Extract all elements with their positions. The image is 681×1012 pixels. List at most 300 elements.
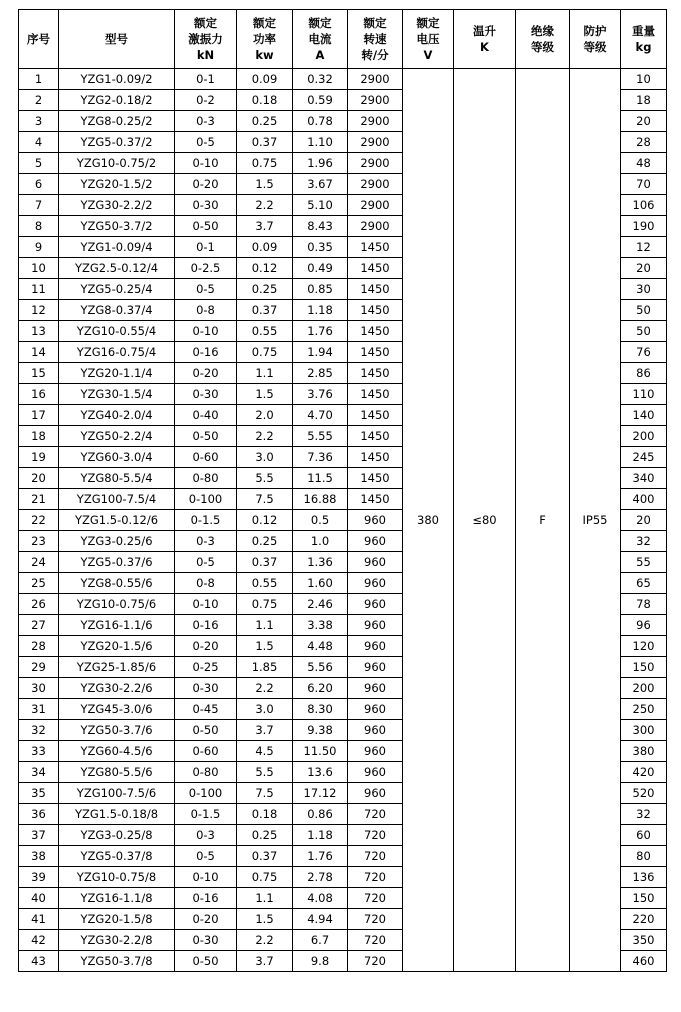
cell-speed: 720 [348, 951, 403, 972]
cell-weight: 55 [621, 552, 667, 573]
cell-current: 1.96 [293, 153, 348, 174]
header-force-line: 激振力 [188, 32, 223, 46]
cell-power: 7.5 [237, 783, 293, 804]
header-voltage [403, 10, 454, 69]
cell-power: 0.75 [237, 342, 293, 363]
cell-model: YZG3-0.25/6 [59, 531, 175, 552]
cell-weight: 140 [621, 405, 667, 426]
header-speed-line: 转速 [363, 32, 387, 46]
cell-model: YZG10-0.75/6 [59, 594, 175, 615]
header-power [237, 10, 293, 69]
cell-force: 0-1.5 [175, 804, 237, 825]
cell-seq: 14 [19, 342, 59, 363]
cell-seq: 37 [19, 825, 59, 846]
header-weight-line: 重量 [632, 24, 655, 38]
cell-current: 2.85 [293, 363, 348, 384]
cell-force: 0-16 [175, 888, 237, 909]
cell-force: 0-3 [175, 825, 237, 846]
cell-seq: 1 [19, 69, 59, 90]
header-insulation [516, 10, 570, 69]
cell-force: 0-20 [175, 174, 237, 195]
header-voltage-line: V [423, 48, 433, 62]
cell-force: 0-3 [175, 531, 237, 552]
cell-speed: 960 [348, 741, 403, 762]
cell-seq: 19 [19, 447, 59, 468]
cell-power: 1.85 [237, 657, 293, 678]
header-speed [348, 10, 403, 69]
header-protection-line: 防护 [583, 24, 607, 38]
cell-seq: 23 [19, 531, 59, 552]
cell-current: 2.46 [293, 594, 348, 615]
cell-speed: 1450 [348, 321, 403, 342]
cell-power: 0.37 [237, 300, 293, 321]
cell-speed: 2900 [348, 69, 403, 90]
cell-current: 4.70 [293, 405, 348, 426]
cell-force: 0-50 [175, 216, 237, 237]
cell-force: 0-100 [175, 783, 237, 804]
cell-model: YZG10-0.75/2 [59, 153, 175, 174]
cell-current: 1.18 [293, 825, 348, 846]
cell-weight: 50 [621, 321, 667, 342]
cell-force: 0-5 [175, 132, 237, 153]
cell-weight: 76 [621, 342, 667, 363]
cell-current: 1.36 [293, 552, 348, 573]
cell-weight: 20 [621, 258, 667, 279]
cell-weight: 190 [621, 216, 667, 237]
cell-power: 0.25 [237, 825, 293, 846]
cell-seq: 33 [19, 741, 59, 762]
cell-model: YZG10-0.55/4 [59, 321, 175, 342]
cell-weight: 70 [621, 174, 667, 195]
cell-current: 5.56 [293, 657, 348, 678]
cell-weight: 18 [621, 90, 667, 111]
cell-power: 2.2 [237, 195, 293, 216]
cell-weight: 380 [621, 741, 667, 762]
cell-speed: 1450 [348, 363, 403, 384]
header-current [293, 10, 348, 69]
cell-model: YZG30-2.2/8 [59, 930, 175, 951]
table-row [19, 69, 667, 90]
cell-speed: 1450 [348, 342, 403, 363]
cell-current: 7.36 [293, 447, 348, 468]
cell-model: YZG5-0.25/4 [59, 279, 175, 300]
cell-seq: 34 [19, 762, 59, 783]
cell-speed: 1450 [348, 426, 403, 447]
cell-speed: 2900 [348, 132, 403, 153]
cell-model: YZG30-2.2/2 [59, 195, 175, 216]
cell-seq: 40 [19, 888, 59, 909]
cell-speed: 2900 [348, 90, 403, 111]
cell-current: 1.10 [293, 132, 348, 153]
header-protection-line: 等级 [583, 40, 607, 54]
cell-current: 11.50 [293, 741, 348, 762]
cell-current: 17.12 [293, 783, 348, 804]
cell-power: 3.7 [237, 951, 293, 972]
cell-speed: 960 [348, 720, 403, 741]
cell-weight: 12 [621, 237, 667, 258]
cell-power: 0.75 [237, 153, 293, 174]
cell-seq: 21 [19, 489, 59, 510]
header-speed-line: 转/分 [361, 48, 389, 62]
cell-force: 0-50 [175, 951, 237, 972]
cell-force: 0-30 [175, 384, 237, 405]
header-speed-line: 额定 [363, 16, 387, 30]
cell-model: YZG1.5-0.18/8 [59, 804, 175, 825]
cell-current: 0.49 [293, 258, 348, 279]
header-current-line: 电流 [308, 32, 332, 46]
cell-current: 1.76 [293, 846, 348, 867]
cell-model: YZG16-1.1/6 [59, 615, 175, 636]
cell-seq: 31 [19, 699, 59, 720]
cell-speed: 1450 [348, 384, 403, 405]
cell-model: YZG8-0.55/6 [59, 573, 175, 594]
cell-shared-protection: IP55 [570, 69, 621, 972]
cell-power: 1.5 [237, 909, 293, 930]
cell-seq: 42 [19, 930, 59, 951]
cell-weight: 110 [621, 384, 667, 405]
header-protection [570, 10, 621, 69]
header-force [175, 10, 237, 69]
cell-power: 0.25 [237, 111, 293, 132]
header-voltage-line: 电压 [416, 32, 440, 46]
cell-power: 3.0 [237, 447, 293, 468]
cell-weight: 220 [621, 909, 667, 930]
cell-weight: 96 [621, 615, 667, 636]
cell-power: 2.2 [237, 930, 293, 951]
cell-current: 0.59 [293, 90, 348, 111]
cell-power: 0.12 [237, 258, 293, 279]
cell-force: 0-20 [175, 909, 237, 930]
cell-power: 0.37 [237, 846, 293, 867]
cell-current: 0.32 [293, 69, 348, 90]
header-weight-line: kg [635, 40, 652, 54]
cell-weight: 520 [621, 783, 667, 804]
cell-current: 4.94 [293, 909, 348, 930]
cell-current: 4.48 [293, 636, 348, 657]
cell-force: 0-2.5 [175, 258, 237, 279]
cell-seq: 27 [19, 615, 59, 636]
cell-seq: 16 [19, 384, 59, 405]
cell-power: 3.7 [237, 216, 293, 237]
cell-seq: 24 [19, 552, 59, 573]
cell-model: YZG30-1.5/4 [59, 384, 175, 405]
cell-model: YZG3-0.25/8 [59, 825, 175, 846]
cell-power: 0.37 [237, 552, 293, 573]
cell-power: 0.55 [237, 573, 293, 594]
cell-weight: 200 [621, 426, 667, 447]
cell-speed: 960 [348, 531, 403, 552]
cell-force: 0-5 [175, 279, 237, 300]
header-temp-line: K [480, 40, 489, 54]
cell-weight: 136 [621, 867, 667, 888]
cell-speed: 2900 [348, 216, 403, 237]
cell-current: 9.38 [293, 720, 348, 741]
cell-seq: 20 [19, 468, 59, 489]
cell-speed: 1450 [348, 258, 403, 279]
cell-seq: 9 [19, 237, 59, 258]
cell-model: YZG20-1.5/2 [59, 174, 175, 195]
cell-model: YZG1-0.09/4 [59, 237, 175, 258]
cell-weight: 80 [621, 846, 667, 867]
cell-speed: 1450 [348, 447, 403, 468]
cell-model: YZG50-3.7/6 [59, 720, 175, 741]
cell-current: 1.60 [293, 573, 348, 594]
cell-current: 8.30 [293, 699, 348, 720]
cell-force: 0-60 [175, 741, 237, 762]
cell-current: 4.08 [293, 888, 348, 909]
cell-speed: 1450 [348, 300, 403, 321]
cell-model: YZG30-2.2/6 [59, 678, 175, 699]
cell-power: 5.5 [237, 468, 293, 489]
cell-power: 1.5 [237, 384, 293, 405]
header-power-line: 额定 [253, 16, 276, 30]
cell-model: YZG5-0.37/6 [59, 552, 175, 573]
cell-speed: 720 [348, 867, 403, 888]
cell-model: YZG8-0.37/4 [59, 300, 175, 321]
header-voltage-line: 额定 [416, 16, 440, 30]
cell-seq: 6 [19, 174, 59, 195]
cell-force: 0-2 [175, 90, 237, 111]
cell-current: 1.0 [293, 531, 348, 552]
cell-model: YZG40-2.0/4 [59, 405, 175, 426]
cell-model: YZG16-0.75/4 [59, 342, 175, 363]
cell-current: 0.85 [293, 279, 348, 300]
cell-speed: 960 [348, 594, 403, 615]
header-seq-line: 序号 [27, 32, 50, 46]
cell-model: YZG10-0.75/8 [59, 867, 175, 888]
header-weight [621, 10, 667, 69]
cell-weight: 48 [621, 153, 667, 174]
header-current-line: 额定 [308, 16, 332, 30]
cell-power: 0.09 [237, 237, 293, 258]
cell-power: 3.0 [237, 699, 293, 720]
cell-model: YZG1.5-0.12/6 [59, 510, 175, 531]
cell-current: 3.38 [293, 615, 348, 636]
cell-speed: 1450 [348, 405, 403, 426]
header-row [19, 10, 667, 69]
cell-speed: 960 [348, 678, 403, 699]
cell-current: 11.5 [293, 468, 348, 489]
cell-weight: 65 [621, 573, 667, 594]
cell-seq: 43 [19, 951, 59, 972]
cell-seq: 15 [19, 363, 59, 384]
cell-power: 1.1 [237, 888, 293, 909]
cell-weight: 400 [621, 489, 667, 510]
cell-seq: 8 [19, 216, 59, 237]
cell-speed: 960 [348, 699, 403, 720]
cell-power: 2.0 [237, 405, 293, 426]
cell-power: 4.5 [237, 741, 293, 762]
cell-speed: 960 [348, 636, 403, 657]
cell-weight: 150 [621, 888, 667, 909]
table-body [19, 69, 667, 972]
cell-weight: 10 [621, 69, 667, 90]
cell-force: 0-45 [175, 699, 237, 720]
cell-force: 0-30 [175, 195, 237, 216]
cell-current: 2.78 [293, 867, 348, 888]
cell-power: 5.5 [237, 762, 293, 783]
cell-force: 0-25 [175, 657, 237, 678]
cell-force: 0-60 [175, 447, 237, 468]
cell-seq: 30 [19, 678, 59, 699]
cell-current: 6.7 [293, 930, 348, 951]
cell-power: 0.25 [237, 279, 293, 300]
cell-weight: 300 [621, 720, 667, 741]
cell-speed: 1450 [348, 237, 403, 258]
cell-current: 6.20 [293, 678, 348, 699]
cell-weight: 245 [621, 447, 667, 468]
cell-power: 1.1 [237, 615, 293, 636]
cell-force: 0-16 [175, 615, 237, 636]
cell-weight: 30 [621, 279, 667, 300]
cell-speed: 960 [348, 552, 403, 573]
cell-weight: 200 [621, 678, 667, 699]
cell-current: 0.86 [293, 804, 348, 825]
cell-weight: 20 [621, 111, 667, 132]
cell-seq: 10 [19, 258, 59, 279]
cell-current: 3.67 [293, 174, 348, 195]
header-current-line: A [315, 48, 325, 62]
cell-force: 0-8 [175, 573, 237, 594]
cell-speed: 1450 [348, 279, 403, 300]
cell-current: 1.18 [293, 300, 348, 321]
cell-weight: 78 [621, 594, 667, 615]
cell-model: YZG20-1.5/6 [59, 636, 175, 657]
cell-model: YZG5-0.37/8 [59, 846, 175, 867]
cell-force: 0-16 [175, 342, 237, 363]
cell-force: 0-10 [175, 321, 237, 342]
cell-seq: 17 [19, 405, 59, 426]
cell-weight: 250 [621, 699, 667, 720]
cell-weight: 32 [621, 531, 667, 552]
cell-force: 0-20 [175, 363, 237, 384]
cell-weight: 350 [621, 930, 667, 951]
cell-model: YZG8-0.25/2 [59, 111, 175, 132]
cell-power: 0.75 [237, 594, 293, 615]
cell-current: 8.43 [293, 216, 348, 237]
cell-weight: 60 [621, 825, 667, 846]
cell-model: YZG80-5.5/6 [59, 762, 175, 783]
cell-model: YZG16-1.1/8 [59, 888, 175, 909]
cell-model: YZG2-0.18/2 [59, 90, 175, 111]
cell-model: YZG45-3.0/6 [59, 699, 175, 720]
cell-force: 0-80 [175, 468, 237, 489]
cell-speed: 720 [348, 846, 403, 867]
header-insulation-line: 等级 [531, 40, 554, 54]
cell-power: 0.12 [237, 510, 293, 531]
cell-force: 0-50 [175, 426, 237, 447]
cell-current: 0.35 [293, 237, 348, 258]
cell-shared-temp: ≤80 [454, 69, 516, 972]
cell-power: 0.09 [237, 69, 293, 90]
cell-weight: 86 [621, 363, 667, 384]
cell-seq: 13 [19, 321, 59, 342]
cell-model: YZG20-1.1/4 [59, 363, 175, 384]
cell-weight: 460 [621, 951, 667, 972]
cell-seq: 26 [19, 594, 59, 615]
cell-power: 2.2 [237, 678, 293, 699]
cell-force: 0-3 [175, 111, 237, 132]
cell-weight: 340 [621, 468, 667, 489]
cell-model: YZG20-1.5/8 [59, 909, 175, 930]
cell-speed: 2900 [348, 153, 403, 174]
cell-power: 0.75 [237, 867, 293, 888]
cell-power: 0.37 [237, 132, 293, 153]
header-temp-line: 温升 [473, 24, 496, 38]
cell-force: 0-5 [175, 552, 237, 573]
cell-speed: 960 [348, 783, 403, 804]
cell-speed: 960 [348, 762, 403, 783]
cell-speed: 1450 [348, 468, 403, 489]
cell-weight: 20 [621, 510, 667, 531]
cell-seq: 22 [19, 510, 59, 531]
cell-model: YZG60-4.5/6 [59, 741, 175, 762]
cell-model: YZG50-3.7/2 [59, 216, 175, 237]
cell-weight: 420 [621, 762, 667, 783]
cell-shared-voltage: 380 [403, 69, 454, 972]
cell-speed: 1450 [348, 489, 403, 510]
cell-current: 1.76 [293, 321, 348, 342]
cell-force: 0-10 [175, 594, 237, 615]
cell-model: YZG5-0.37/2 [59, 132, 175, 153]
cell-force: 0-30 [175, 678, 237, 699]
cell-model: YZG100-7.5/4 [59, 489, 175, 510]
header-force-line: 额定 [194, 16, 217, 30]
header-power-line: 功率 [253, 32, 276, 46]
cell-speed: 720 [348, 888, 403, 909]
cell-weight: 120 [621, 636, 667, 657]
cell-seq: 2 [19, 90, 59, 111]
cell-seq: 41 [19, 909, 59, 930]
cell-seq: 32 [19, 720, 59, 741]
cell-force: 0-10 [175, 153, 237, 174]
header-model [59, 10, 175, 69]
cell-speed: 960 [348, 573, 403, 594]
cell-model: YZG50-2.2/4 [59, 426, 175, 447]
cell-speed: 960 [348, 615, 403, 636]
cell-seq: 28 [19, 636, 59, 657]
cell-speed: 2900 [348, 195, 403, 216]
cell-current: 13.6 [293, 762, 348, 783]
cell-power: 1.1 [237, 363, 293, 384]
cell-force: 0-10 [175, 867, 237, 888]
cell-seq: 35 [19, 783, 59, 804]
cell-seq: 7 [19, 195, 59, 216]
cell-seq: 11 [19, 279, 59, 300]
cell-weight: 150 [621, 657, 667, 678]
cell-force: 0-5 [175, 846, 237, 867]
cell-model: YZG25-1.85/6 [59, 657, 175, 678]
header-seq [19, 10, 59, 69]
cell-shared-insulation: F [516, 69, 570, 972]
cell-power: 1.5 [237, 174, 293, 195]
cell-seq: 4 [19, 132, 59, 153]
cell-power: 7.5 [237, 489, 293, 510]
cell-current: 5.55 [293, 426, 348, 447]
cell-power: 1.5 [237, 636, 293, 657]
cell-force: 0-80 [175, 762, 237, 783]
header-model-line: 型号 [105, 32, 128, 46]
cell-weight: 106 [621, 195, 667, 216]
cell-weight: 28 [621, 132, 667, 153]
cell-speed: 720 [348, 804, 403, 825]
cell-speed: 720 [348, 909, 403, 930]
cell-model: YZG50-3.7/8 [59, 951, 175, 972]
cell-weight: 32 [621, 804, 667, 825]
header-insulation-line: 绝缘 [531, 24, 554, 38]
cell-seq: 12 [19, 300, 59, 321]
cell-speed: 2900 [348, 174, 403, 195]
